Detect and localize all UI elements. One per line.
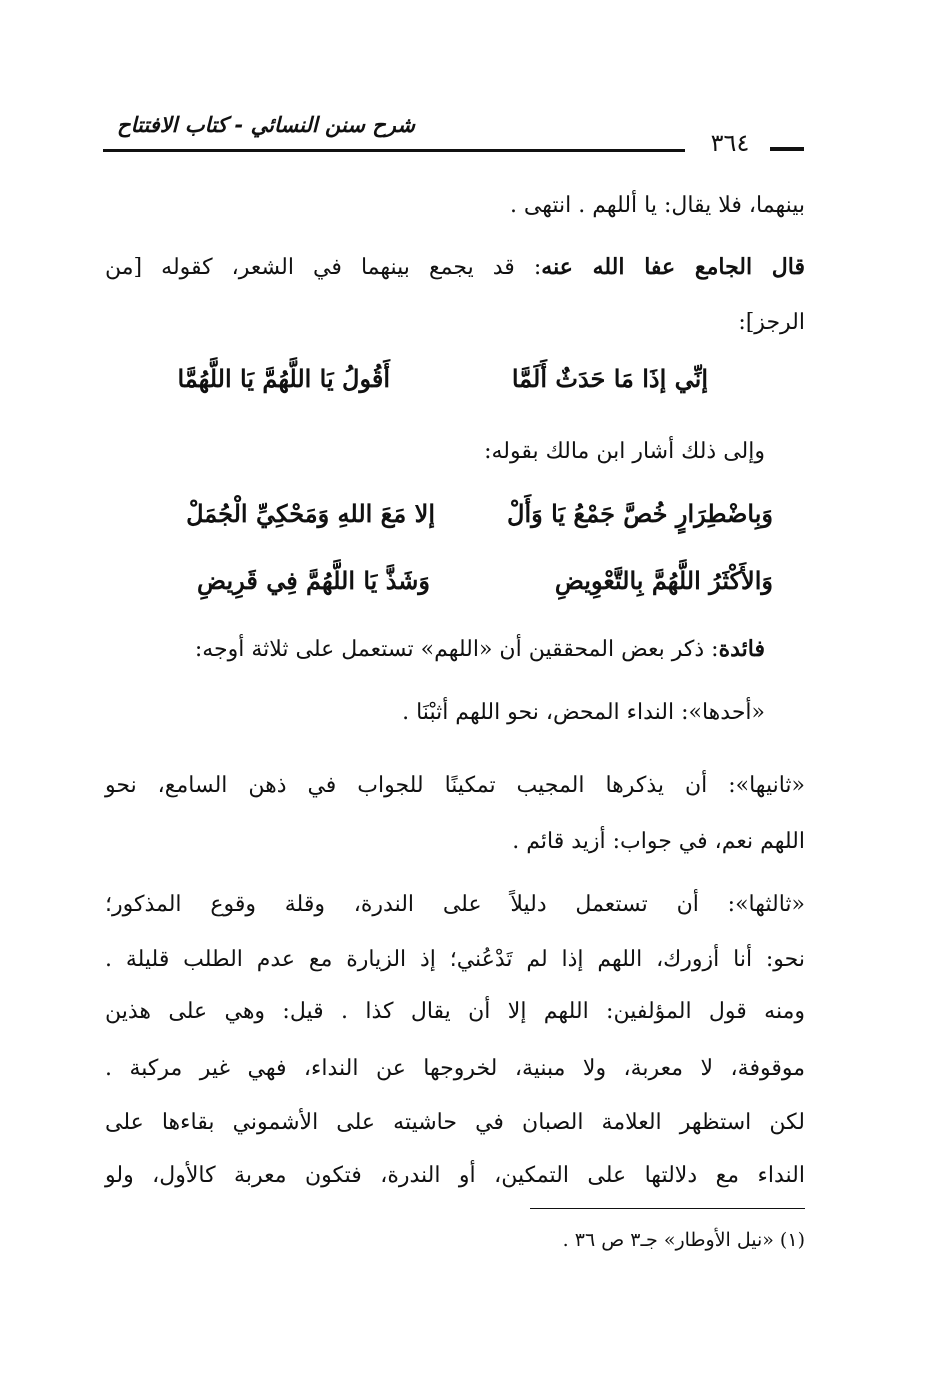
text-line-7: «ثانيها»: أن يذكرها المجيب تمكينًا للجواب في ذهن السامع، نحو [105, 773, 805, 798]
running-header-title: شرح سنن النسائي - كتاب الافتتاح [117, 113, 415, 137]
text-line-1: بينهما، فلا يقال: يا أللهم . انتهى . [509, 193, 805, 218]
verse-3-second-hemistich: وَشَذَّ يَا اللَّهُمَّ فِي قَرِيضِ [197, 566, 430, 595]
text-line-4: وإلى ذلك أشار ابن مالك بقوله: [484, 439, 765, 464]
header-rule [103, 149, 685, 152]
text-line-14: النداء مع دلالتها على التمكين، أو الندرة، فتكون معربة كالأول، ولو [105, 1163, 805, 1188]
page-number-dash [770, 147, 804, 151]
text-line-6: «أحدها»: النداء المحض، نحو اللهم أثبْنَا . [402, 700, 765, 725]
verse-3-first-hemistich: وَالأَكْثَرُ اللَّهُمَّ بِالتَّعْوِيضِ [554, 566, 773, 595]
author-label: قال الجامع عفا الله عنه [541, 254, 806, 280]
text-line-10: نحو: أنا أزورك، اللهم إذا لم تَدْعُني؛ إذ الزيارة مع عدم الطلب قليلة . [105, 947, 805, 972]
footnote-rule [530, 1208, 805, 1209]
text-line-11: ومنه قول المؤلفين: اللهم إلا أن يقال كذا . قيل: وهي على هذين [105, 999, 805, 1024]
text-line-5-rest: : ذكر بعض المحققين أن «اللهم» تستعمل على ثلاثة أوجه: [194, 637, 719, 662]
text-line-12: موقوفة، لا معربة، ولا مبنية، لخروجها عن النداء، فهي غير مركبة . [105, 1056, 805, 1081]
benefit-label: فائدة [718, 636, 765, 662]
text-line-2-rest: : قد يجمع بينهما في الشعر، كقوله [من [105, 255, 542, 280]
verse-2-first-hemistich: وَبِاضْطِرَارٍ خُصَّ جَمْعُ يَا وَأَلْ [507, 499, 773, 528]
text-line-8: اللهم نعم، في جواب: أزيد قائم . [512, 829, 805, 854]
verse-2-second-hemistich: إلا مَعَ اللهِ وَمَحْكِيِّ الْجُمَلْ [186, 499, 435, 528]
text-line-13: لكن استظهر العلامة الصبان في حاشيته على الأشموني بقاءها على [105, 1110, 805, 1135]
text-line-9: «ثالثها»: أن تستعمل دليلاً على الندرة، وقلة وقوع المذكور؛ [105, 892, 805, 917]
verse-1-second-hemistich: أَقُولُ يَا اللَّهُمَّ يَا اللَّهُمَّا [177, 364, 390, 393]
text-line-5 [140, 632, 765, 667]
page-number: ٣٦٤ [710, 129, 750, 157]
text-line-3: الرجز]: [738, 310, 805, 335]
text-line-2 [105, 250, 805, 285]
verse-1-first-hemistich: إنِّي إذَا مَا حَدَثٌ أَلَمَّا [511, 364, 708, 393]
footnote: (١) «نيل الأوطار» جـ٣ ص ٣٦ . [562, 1229, 805, 1251]
